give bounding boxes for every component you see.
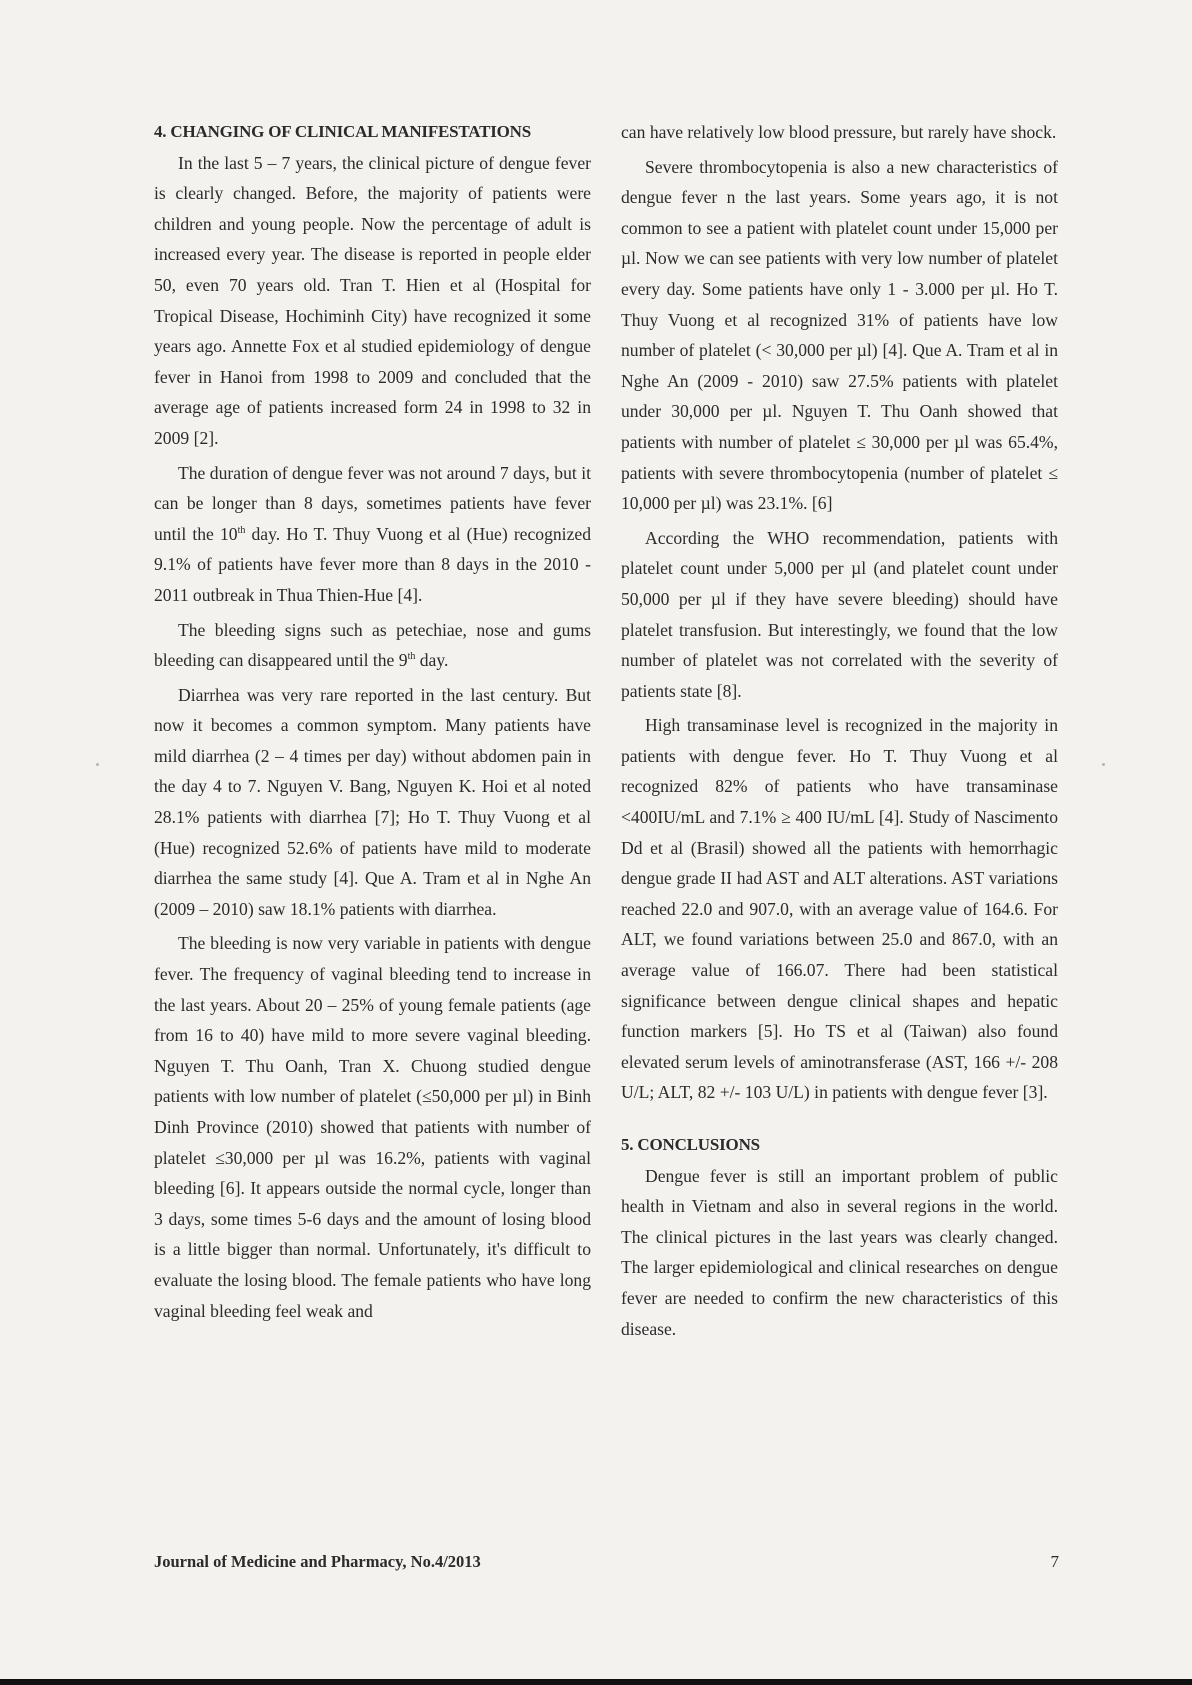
page-number: 7: [1050, 1552, 1059, 1571]
right-column: [621, 117, 1058, 1344]
paragraph: The bleeding is now very variable in patients with dengue fever. The frequency of vaginal bleeding tend to increase in the last years. About 20 – 25% of young female patients (age from 16 to 40) have mild to more severe vaginal bleeding. Nguyen T. Thu Oanh, Tran X. Chuong studied dengue patients with low number of platelet (≤50,000 per µl) in Binh Dinh Province (2010) showed that patients with number of platelet ≤30,000 per µl was 16.2%, patients with vaginal bleeding [6]. It appears outside the normal cycle, longer than 3 days, some times 5-6 days and the amount of losing blood is a little bigger than normal. Unfortunately, it's difficult to evaluate the losing blood. The female patients who have long vaginal bleeding feel weak and: [154, 933, 591, 1321]
left-column: [154, 117, 591, 1326]
paragraph: can have relatively low blood pressure, but rarely have shock.: [621, 122, 1057, 142]
paragraph: Dengue fever is still an important problem of public health in Vietnam and also in several regions in the world. The clinical pictures in the last years was clearly changed. The larger epidemiological and clinical researches on dengue fever are needed to confirm the new characteristics of this disease.: [621, 1165, 1058, 1339]
paragraph: Severe thrombocytopenia is also a new characteristics of dengue fever n the last years. Some years ago, it is not common to see a patient with platelet count under 15,000 per µl. Now we can see patients with very low number of platelet every day. Some patients have only 1 - 3.000 per µl. Ho T. Thuy Vuong et al recognized 31% of patients have low number of platelet (< 30,000 per µl) [4]. Que A. Tram et al in Nghe An (2009 - 2010) saw 27.5% patients with platelet under 30,000 per µl. Nguyen T. Thu Oanh showed that patients with number of platelet ≤ 30,000 per µl was 65.4%, patients with severe thrombocytopenia (number of platelet ≤ 10,000 per µl) was 23.1%. [6]: [621, 156, 1058, 514]
paragraph: In the last 5 – 7 years, the clinical picture of dengue fever is clearly changed. Before, the majority of patients were children and young people. Now the percentage of adult is increased every year. The disease is reported in people elder 50, even 70 years old. Tran T. Hien et al (Hospital for Tropical Disease, Hochiminh City) have recognized it some years ago. Annette Fox et al studied epidemiology of dengue fever in Hanoi from 1998 to 2009 and concluded that the average age of patients increased form 24 in 1998 to 32 in 2009 [2].: [154, 152, 591, 448]
footer-journal-name: Journal of Medicine and Pharmacy, No.4/2013: [154, 1552, 481, 1571]
scan-speck: [1102, 763, 1105, 766]
paragraph: High transaminase level is recognized in the majority in patients with dengue fever. Ho T. Thuy Vuong et al recognized 82% of patients who have transaminase <400IU/mL and 7.1% ≥ 400 IU/mL [4]. Study of Nascimento Dd et al (Brasil) showed all the patients with hemorrhagic dengue grade II had AST and ALT alterations. AST variations reached 22.0 and 907.0, with an average value of 164.6. For ALT, we found variations between 25.0 and 867.0, with an average value of 166.07. There had been statistical significance between dengue clinical shapes and hepatic function markers [5]. Ho TS et al (Taiwan) also found elevated serum levels of aminotransferase (AST, 166 +/- 208 U/L; ALT, 82 +/- 103 U/L) in patients with dengue fever [3].: [621, 715, 1058, 1103]
paragraph: The bleeding signs such as petechiae, nose and gums bleeding can disappeared until the 9th day.: [154, 619, 591, 671]
paragraph: The duration of dengue fever was not around 7 days, but it can be longer than 8 days, sometimes patients have fever until the 10th day. Ho T. Thuy Vuong et al (Hue) recognized 9.1% of patients have fever more than 8 days in the 2010 - 2011 outbreak in Thua Thien-Hue [4].: [154, 462, 591, 605]
section-heading-clinical-changes: 4. CHANGING OF CLINICAL MANIFESTATIONS: [154, 122, 531, 141]
scan-border: [0, 1679, 1192, 1685]
section-heading-conclusions: 5. CONCLUSIONS: [621, 1135, 760, 1154]
paragraph: According the WHO recommendation, patients with platelet count under 5,000 per µl (and platelet count under 50,000 per µl if they have severe bleeding) should have platelet transfusion. But interestingly, we found that the low number of platelet was not correlated with the severity of patients state [8].: [621, 527, 1058, 701]
paragraph: Diarrhea was very rare reported in the last century. But now it becomes a common symptom. Many patients have mild diarrhea (2 – 4 times per day) without abdomen pain in the day 4 to 7. Nguyen V. Bang, Nguyen K. Hoi et al noted 28.1% patients with diarrhea [7]; Ho T. Thuy Vuong et al (Hue) recognized 52.6% of patients have mild to moderate diarrhea the same study [4]. Que A. Tram et al in Nghe An (2009 – 2010) saw 18.1% patients with diarrhea.: [154, 684, 591, 919]
scan-speck: [96, 763, 99, 766]
